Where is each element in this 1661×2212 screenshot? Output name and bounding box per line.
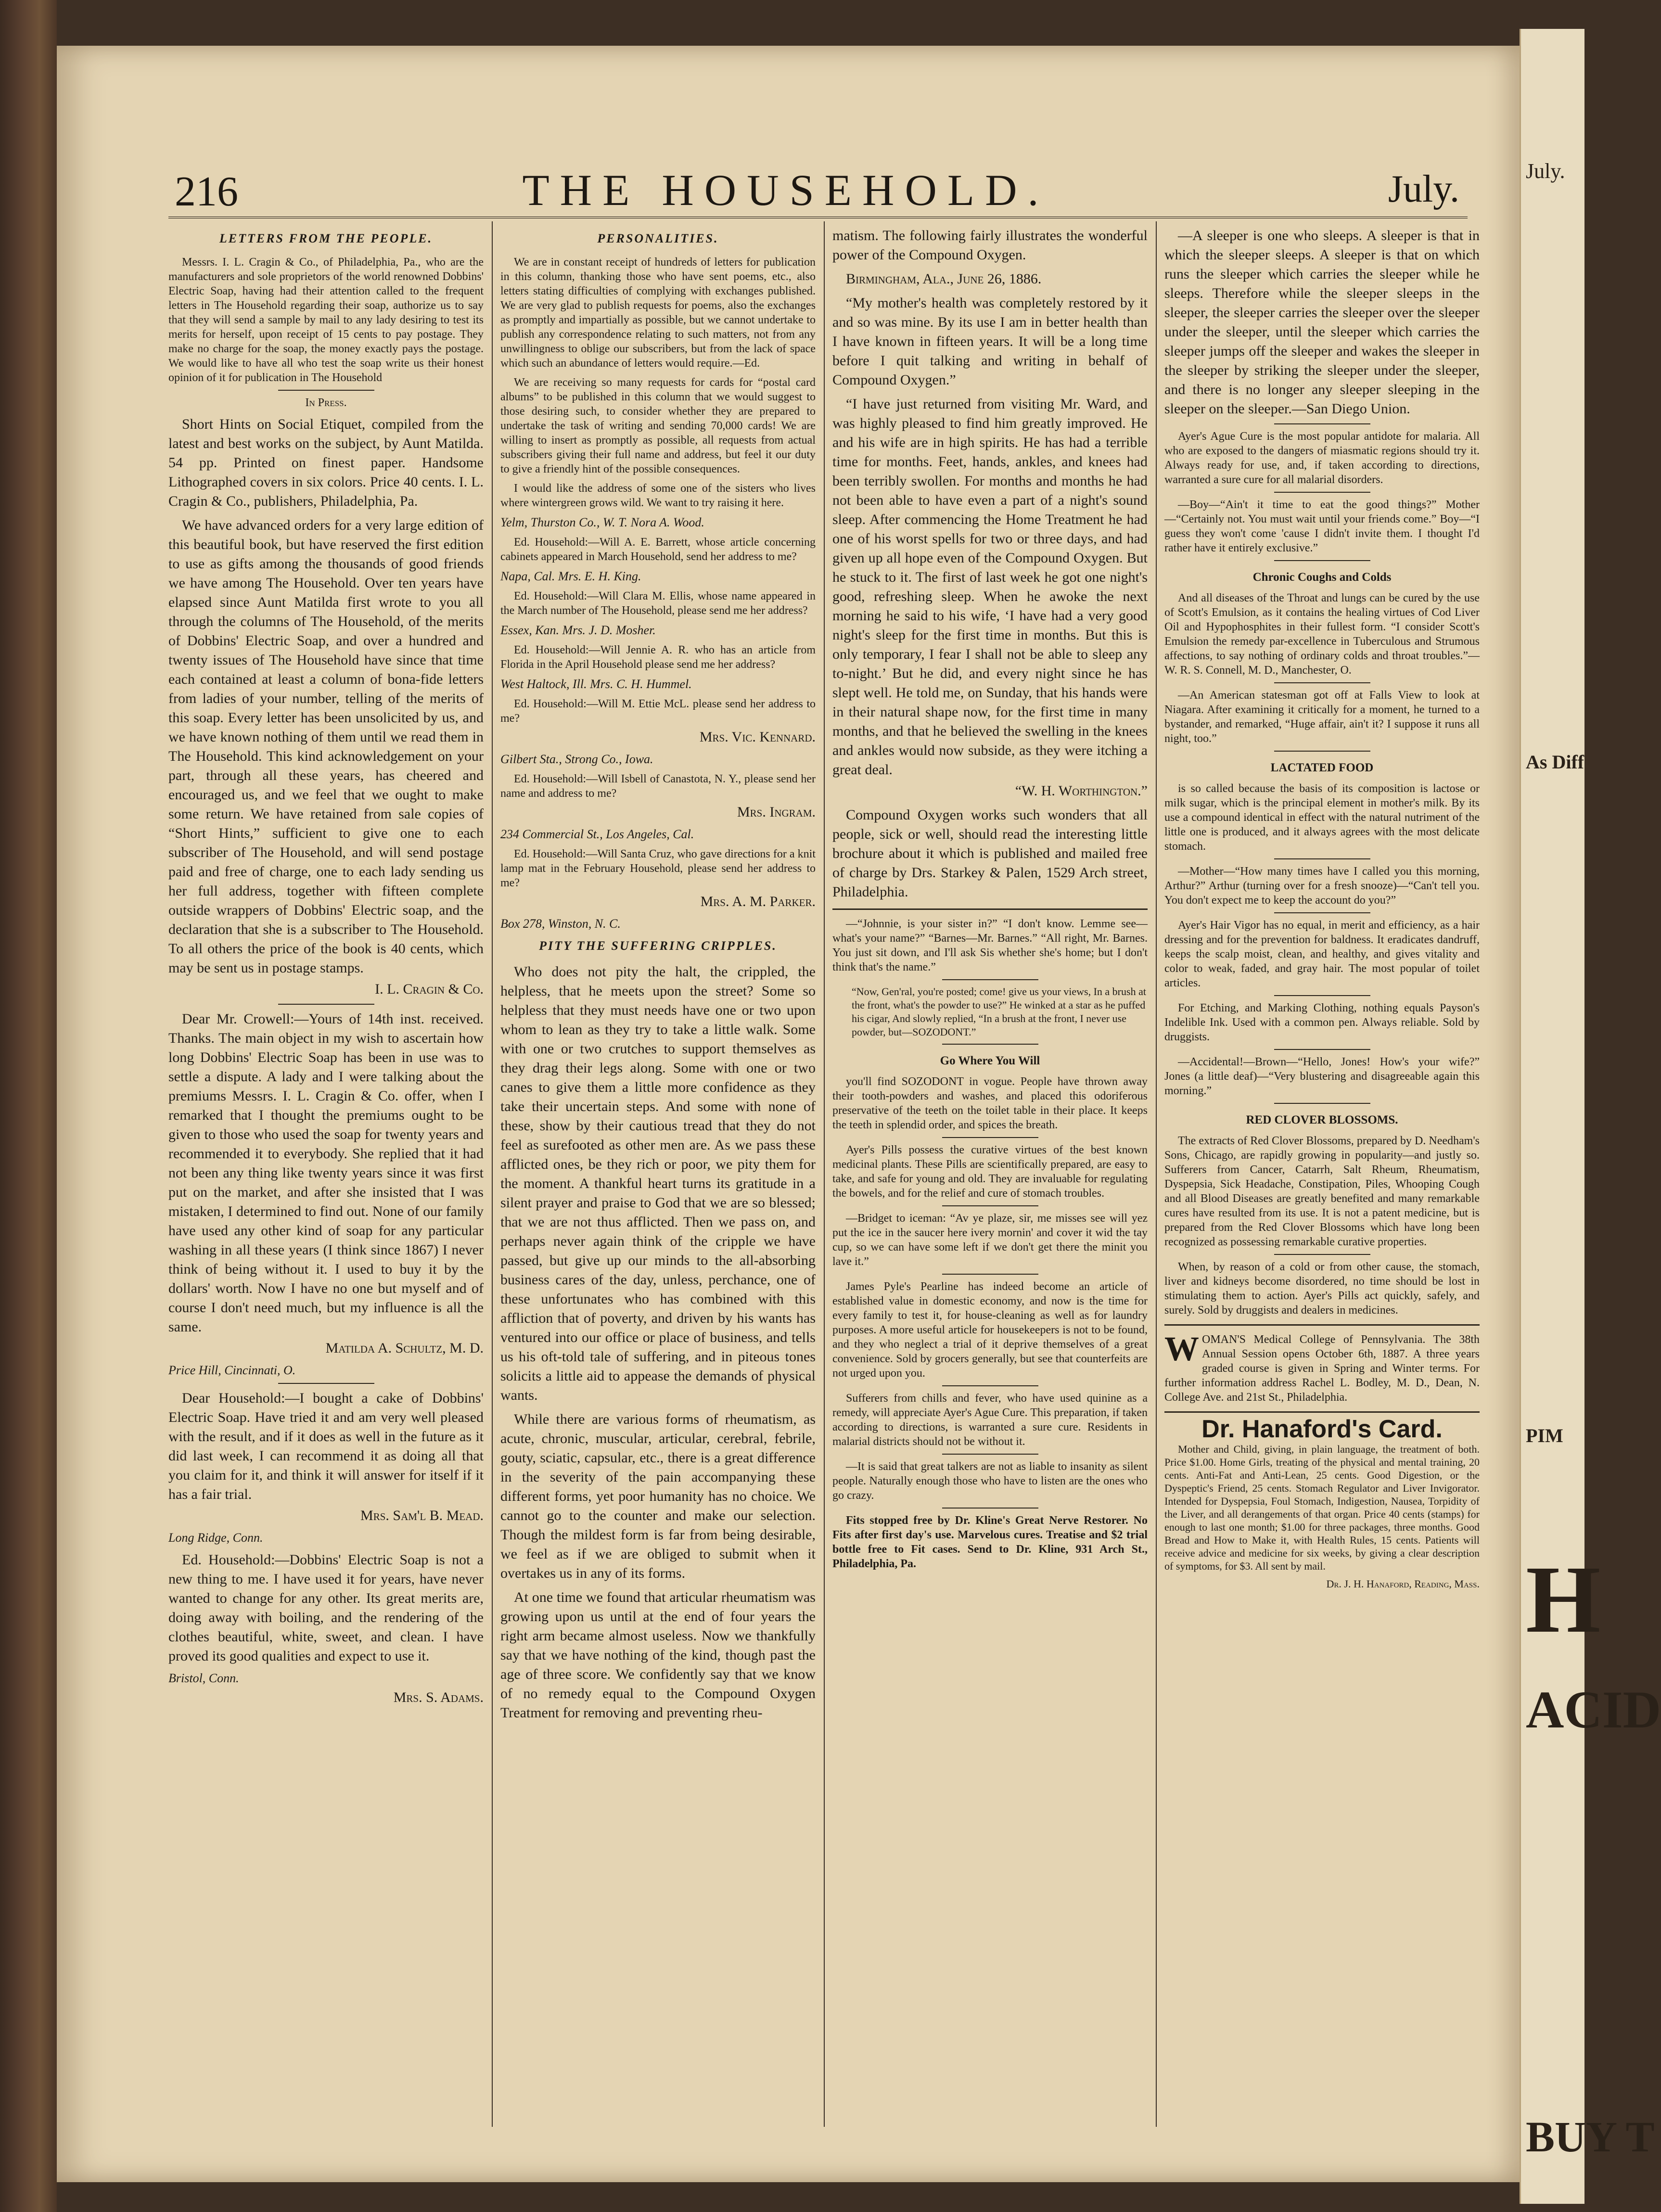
divider — [1274, 912, 1370, 913]
divider — [1274, 560, 1370, 561]
article-paragraph: At one time we found that articular rheumatism was growing upon us until at the end of four years the right arm became almost useless. Now we thankfully say that we have nothing of the kind, though past the age of three score. We confidently say that we know of no remedy equal to the Compound Oxygen Treatment for removing and preventing rheu- — [500, 1589, 816, 1721]
article-paragraph: Who does not pity the halt, the crippled, the helpless, that he meets upon the street? Some so helpless that they must needs have one or two upon whom to lean as they try to take a little walk. Some with one or two crutches to support themselves as they drag their legs along. Some with one or two canes to give them a little more confidence as they take their uncertain steps. And some with none of these, show by their cautious tread that they do not feel as surefooted as other men are. As we pass these afflicted ones, be they rich or poor, we pity them for the moment. A thankful heart turns its gratitude in a silent prayer and praise to God that we are so blessed; that we are not thus afflicted. Then we pass on, and perhaps never again think of the cripple we have passed, but give up our minds to the all-absorbing business cares of the day, unless, perchance, one of these unfortunates who has combined with this affliction that of poverty, and driven by his wants has ventured into our office or place of business, and tells us his oft-told tale of suffering, and in piteous tones solicits a little aid to appease the demands of physical wants. — [500, 964, 816, 1403]
column-1 — [168, 226, 484, 1712]
facing-fragment: PIM — [1526, 1425, 1563, 1446]
joke-paragraph: —A sleeper is one who sleeps. A sleeper is that in which the sleeper sleeps. A sleeper is that on which runs the sleeper which carries the sleeper while he sleeps. Therefore while the sleeper sleeps in the sleeper, the sleeper carries the sleeper over the sleeper under the sleeper, until the sleeper which carries the sleeper jumps off the sleeper and wakes the sleeper in the sleeper by striking the sleeper under the sleeper, and there is no longer any sleeper sleeping in the sleeper on the sleeper.—San Diego Union. — [1164, 228, 1480, 417]
article-paragraph: We are in constant receipt of hundreds of letters for publication in this column, thanking those who have sent poems, etc., also letters stating difficulties of complying with exchanges published. We are very glad to publish requests for poems, also the exchanges as promptly and impartially as possible, but we cannot undertake to publish any correspondence relating to such matters, not from any unwillingness to oblige our subscribers, but from the lack of space which such an abundance of letters would require.—Ed. — [500, 256, 816, 370]
ad-paragraph: And all diseases of the Throat and lungs can be cured by the use of Scott's Emulsion, as it contains the healing virtues of Cod Liver Oil and Hypophosphites in their fullest form. “I consider Scott's Emulsion the remedy par-excellence in Tuberculous and Strumous affections, to say nothing of ordinary colds and throat troubles.”—W. R. S. Connell, M. D., Manchester, O. — [1164, 592, 1480, 677]
signature: Dr. J. H. Hanaford, Reading, Mass. — [1326, 1578, 1480, 1590]
article-paragraph: We are receiving so many requests for cards for “postal card albums” to be published in this column that we would suggest to those desiring such, to consider whether they are prepared to undertake the task of writing and sending 70,000 cards! We are willing to insert as promptly as possible, all requests from actual subscribers giving their full name and address, but feel it our duty to give a friendly hint of the possible consequences. — [500, 376, 816, 475]
facing-fragment: BUY T — [1526, 2113, 1655, 2161]
address: Napa, Cal. Mrs. E. H. King. — [500, 569, 641, 583]
joke-paragraph: —It is said that great talkers are not as liable to insanity as silent people. Naturally enough those who have to listen are the ones who go crazy. — [832, 1460, 1148, 1502]
article-paragraph: Ed. Household:—Will A. E. Barrett, whose article concerning cabinets appeared in March Household, send her address to me? — [500, 536, 816, 563]
section-heading: PITY THE SUFFERING CRIPPLES. — [539, 939, 777, 953]
article-paragraph: While there are various forms of rheumatism, as acute, chronic, muscular, articular, cerebral, febrile, gouty, sciatic, capsular, etc., there is a great difference in the severity of the pain accompanying these different forms, yet poor humanity has no choice. We cannot go to the counter and make our selection. Though the mildest form is far from being desirable, we feel as if we are obliged to submit when it overtakes us in any of its forms. — [500, 1411, 816, 1581]
article-paragraph: I would like the address of some one of the sisters who lives where wintergreen grows wild. We want to try raising it here. — [500, 482, 816, 509]
ad-heading: Chronic Coughs and Colds — [1252, 571, 1392, 584]
article-paragraph: Ed. Household:—Will Clara M. Ellis, whose name appeared in the March number of The Household, please send me her address? — [500, 590, 816, 617]
article-paragraph: Ed. Household:—Will Jennie A. R. who has an article from Florida in the April Household please send me her address? — [500, 644, 816, 671]
article-paragraph: Compound Oxygen works such wonders that all people, sick or well, should read the interesting little brochure about it which is published and mailed free of charge by Drs. Starkey & Palen, 1529 Arch street, Philadelphia. — [832, 807, 1148, 900]
letter-paragraph: Ed. Household:—Dobbins' Electric Soap is not a new thing to me. I have used it for years, have never wanted to change for any other. Its great merits are, doing away with boiling, and the rendering of the clothes beautiful, white, sweet, and clean. I have proved its good qualities and expect to use it. — [168, 1552, 484, 1664]
divider — [1274, 492, 1370, 493]
ad-paragraph: Sufferers from chills and fever, who have used quinine as a remedy, will appreciate Ayer's Ague Cure. This preparation, if taken according to directions, is warranted a sure cure. Residents in malarial districts should not be without it. — [832, 1392, 1148, 1448]
divider — [1274, 682, 1370, 683]
ad-paragraph: you'll find SOZODONT in vogue. People have thrown away their tooth-powders and washes, and placed this odoriferous preservative of the teeth on the toilet table in their place. It keeps the teeth in splendid order, and spices the breath. — [832, 1075, 1148, 1131]
divider — [1274, 423, 1370, 424]
ad-paragraph: When, by reason of a cold or from other cause, the stomach, liver and kidneys become disordered, no time should be lost in stimulating them to action. Ayer's Pills act quickly, safely, and surely. Sold by druggists and dealers in medicines. — [1164, 1261, 1480, 1317]
signature: Mrs. Sam'l B. Mead. — [360, 1508, 484, 1523]
divider — [942, 979, 1038, 980]
ad-paragraph: Mother and Child, giving, in plain language, the treatment of both. Price $1.00. Home Girls, treating of the physical and mental training, 20 cents. Anti-Fat and Anti-Lean, 25 cents. Good Digestion, or the Dyspeptic's Friend, 25 cents. Stomach Regulator and Liver Invigorator. Intended for Dyspepsia, Foul Stomach, Indigestion, Nausea, Torpidity of the Liver, and all derangements of that organ. Price 40 cents (stamps) for enough to last one month; $1.00 for three packages, three months. Good Bread and How to Make it, with Health Rules, 15 cents. Patients will receive advice and medicine for six weeks, by giving a clear description of symptoms, for $3. All sent by mail. — [1164, 1443, 1480, 1572]
subheading: In Press. — [305, 396, 347, 409]
joke-paragraph: —An American statesman got off at Falls View to look at Niagara. After examining it critically for a moment, he turned to a bystander, and remarked, “Huge affair, ain't it? I suppose it runs all night, too.” — [1164, 689, 1480, 745]
facing-fragment: As Diff — [1526, 751, 1584, 773]
ad-paragraph: Ayer's Hair Vigor has no equal, in merit and efficiency, as a hair dressing and for the prevention for baldness. It eradicates dandruff, keeps the scalp moist, clean, and healthy, and gives vitality and color to weak, faded, and gray hair. The most popular of toilet articles. — [1164, 919, 1480, 989]
article-paragraph: Ed. Household:—Will M. Ettie McL. please send her address to me? — [500, 698, 816, 725]
divider — [1274, 1049, 1370, 1050]
signature: Matilda A. Schultz, M. D. — [325, 1340, 484, 1356]
section-heading: LETTERS FROM THE PEOPLE. — [219, 231, 433, 245]
womans-college-ad — [1164, 1332, 1480, 1405]
address: Long Ridge, Conn. — [168, 1531, 263, 1545]
signature: Mrs. A. M. Parker. — [700, 894, 816, 909]
publication-title: THE HOUSEHOLD. — [522, 166, 1049, 215]
ad-paragraph: For Etching, and Marking Clothing, nothing equals Payson's Indelible Ink. Used with a common pen. Always reliable. Sold by druggists. — [1164, 1002, 1480, 1043]
drop-cap: W — [1164, 1330, 1199, 1368]
ad-heading: RED CLOVER BLOSSOMS. — [1246, 1113, 1398, 1126]
letter-paragraph: Dear Household:—I bought a cake of Dobbins' Electric Soap. Have tried it and am very well pleased with the result, and if it does as well in the future as it did last week, I can recommend it as doing all that you claim for it, and think it will answer for itself if it has a fair trial. — [168, 1390, 484, 1502]
signature: Mrs. S. Adams. — [393, 1689, 484, 1705]
masthead — [112, 159, 1459, 217]
address: Yelm, Thurston Co., W. T. Nora A. Wood. — [500, 515, 704, 529]
joke-paragraph: —Accidental!—Brown—“Hello, Jones! How's your wife?” Jones (a little deaf)—“Very blustering and disagreeable again this morning.” — [1164, 1056, 1480, 1097]
signature: Mrs. Vic. Kennard. — [699, 729, 816, 745]
dateline: Birmingham, Ala., June 26, 1886. — [846, 271, 1042, 287]
divider — [1274, 1103, 1370, 1104]
article-paragraph: We have advanced orders for a very large edition of this beautiful book, but have reserved the first edition to use as gifts among the thousands of good friends we have among The Household. Over ten years have elapsed since Aunt Matilda first wrote to you all through the columns of The Household, of the merits of Dobbins' Electric Soap, and over a hundred and twenty issues of The Household have since that time each contained at least a column of bona-fide letters from ladies of your number, telling of the merits of this soap. Every letter has been unsolicited by us, and we have known nothing of them until we read them in The Household. This kind acknowledgement on your part, through all these years, has cheered and encouraged us, and we feel that we ought to make some return. We have retained from sale copies of “Short Hints,” sufficient to give one to each subscriber of The Household, and will send postage paid and free of charge, one to each lady sending us her full address, together with fifteen complete outside wrappers of Dobbins' Electric soap, and the declaration that she is a subscriber to The Household. To all others the price of the book is 40 cents, which may be sent us in postage stamps. — [168, 517, 484, 976]
divider — [278, 1383, 374, 1384]
signature: Mrs. Ingram. — [737, 804, 816, 820]
address: Box 278, Winston, N. C. — [500, 917, 621, 931]
divider — [1274, 751, 1370, 752]
article-paragraph: Short Hints on Social Etiquet, compiled from the latest and best works on the subject, by Aunt Matilda. 54 pp. Printed on finest paper. Handsome Lithographed covers in six colors. Price 40 cents. I. L. Cragin & Co., publishers, Philadelphia, Pa. — [168, 416, 484, 509]
article-paragraph: matism. The following fairly illustrates the wonderful power of the Compound Oxygen. — [832, 228, 1148, 263]
column-rule — [492, 221, 493, 2127]
divider — [1274, 858, 1370, 859]
ad-paragraph: Ayer's Ague Cure is the most popular antidote for malaria. All who are exposed to the dangers of miasmatic regions should try it. Always ready for use, and, if taken according to directions, warranted a sure cure for all malarial disorders. — [1164, 430, 1480, 486]
address: Price Hill, Cincinnati, O. — [168, 1363, 296, 1377]
ad-paragraph: Ayer's Pills possess the curative virtues of the best known medicinal plants. These Pills are scientifically prepared, are easy to take, and safe for young and old. They are invaluable for regulating the bowels, and for the relief and cure of stomach troubles. — [832, 1144, 1148, 1200]
column-2 — [500, 226, 816, 1727]
poem: “Now, Gen'ral, you're posted; come! give us your views, In a brush at the front, what's the powder to use?” He winked at a star as he puffed his cigar, And slowly replied, “In a brush at the front, I never use powder, but—SOZODONT.” — [852, 985, 1146, 1038]
article-paragraph: Ed. Household:—Will Santa Cruz, who gave directions for a knit lamp mat in the February Household, please send her address to me? — [500, 848, 816, 889]
article-paragraph: Messrs. I. L. Cragin & Co., of Philadelphia, Pa., who are the manufacturers and sole proprietors of the world renowned Dobbins' Electric Soap, having had their attention called to the frequent letters in The Household regarding their soap, authorize us to say that they will send a sample by mail to any lady desiring to test its merits for herself, upon receipt of 15 cents to pay postage. They make no charge for the soap, the money exactly pays the postage. We would like to have all who test the soap write us their honest opinion of it for publication in The Household — [168, 256, 484, 384]
address: 234 Commercial St., Los Angeles, Cal. — [500, 827, 694, 841]
column-4 — [1164, 226, 1480, 1598]
divider — [1164, 1411, 1480, 1413]
divider — [278, 390, 374, 391]
joke-paragraph: —“Johnnie, is your sister in?” “I don't know. Lemme see—what's your name?” “Barnes—Mr. Barnes.” “All right, Mr. Barnes. You just sit down, and I'll ask Sis whether she's home; but I don't think that's the name.” — [832, 918, 1148, 973]
article-paragraph: Ed. Household:—Will Isbell of Canastota, N. Y., please send her name and address to me? — [500, 773, 816, 800]
divider — [832, 908, 1148, 910]
divider — [278, 1004, 374, 1005]
facing-month: July. — [1526, 159, 1565, 183]
ad-paragraph: Fits stopped free by Dr. Kline's Great Nerve Restorer. No Fits after first day's use. Marvelous cures. Treatise and $2 trial bottle free to Fit cases. Send to Dr. Kline, 931 Arch St., Philadelphia, Pa. — [832, 1514, 1148, 1570]
article-paragraph: “I have just returned from visiting Mr. Ward, and was highly pleased to find him greatly improved. He and his wife are in high spirits. He has had a terrible time for months. Feet, hands, ankles, and knees had been terribly swollen. For months and months he had not been able to have even a part of a night's sound sleep. After commencing the Home Treatment he had one of his worst spells for two or three days, and had given up all hope even of the Compound Oxygen. But he stuck to it. The first of last week he got one night's good, refreshing sleep. When he awoke the next morning he said to his wife, ‘I have had a very good night's sleep for the first time in months. But this is only temporary, I fear I shall not be able to sleep any to-night.’ But he did, and every night since he has slept well. He told me, on Sunday, that his hands were in their natural shape now, for the first time in many months, and that he believed the swelling in the knees and ankles would now subside, as they were itching a great deal. — [832, 396, 1148, 778]
ad-paragraph: The extracts of Red Clover Blossoms, prepared by D. Needham's Sons, Chicago, are rapidly growing in popularity—and justly so. Sufferers from Cancer, Catarrh, Salt Rheum, Rheumatism, Dyspepsia, Sick Headache, Constipation, Piles, Whooping Cough and all Blood Diseases are greatly benefited and many remarkable cures have resulted from its use. It is not a patent medicine, but is prepared from the Red Clover Blossoms which have long been recognized as possessing remarkable curative properties. — [1164, 1135, 1480, 1248]
ad-paragraph: James Pyle's Pearline has indeed become an article of established value in domestic economy, and now is the time for every family to test it, for house-cleaning as well as for laundry purposes. A more useful article for housekeepers is not to be found, and they who neglect a trial of it deprive themselves of a great convenience. Sold by grocers generally, but see that counterfeits are not urged upon you. — [832, 1280, 1148, 1380]
joke-paragraph: —Mother—“How many times have I called you this morning, Arthur?” Arthur (turning over for a fresh snooze)—“Can't tell you. You don't expect me to keep the account do you?” — [1164, 865, 1480, 907]
masthead-rule — [168, 217, 1468, 218]
ad-heading: Go Where You Will — [940, 1054, 1040, 1067]
joke-paragraph: —Boy—“Ain't it time to eat the good things?” Mother—“Certainly not. You must wait until your friends come.” Boy—“I guess they won't come 'cause I didn't invite them. I thought I'd rather have it entirely exclusive.” — [1164, 499, 1480, 554]
letter-paragraph: Dear Mr. Crowell:—Yours of 14th inst. received. Thanks. The main object in my wish to ascertain how long Dobbins' Electric Soap has been in use was to settle a dispute. A lady and I were talking about the premiums Messrs. I. L. Cragin & Co. offer, when I remarked that I thought the premiums ought to be given to those who used the soap for twenty years and recommended it to everybody. She replied that it had not been any thing like twenty years since it was first put on the market, and after she insisted that I was mistaken, I determined to find out. None of our family have used any other kind of soap for any particular washing in all these years (I think since 1867) I never think of being without it. I used to buy it by the dollars' worth. Now I have no one but myself and of course I don't need much, but my influence is all the same. — [168, 1011, 484, 1335]
address: Essex, Kan. Mrs. J. D. Mosher. — [500, 623, 656, 637]
divider — [942, 1274, 1038, 1275]
divider — [942, 1044, 1038, 1045]
divider — [942, 1205, 1038, 1206]
column-rule — [1156, 221, 1157, 2127]
divider — [1274, 1254, 1370, 1255]
hanaford-card-title: Dr. Hanaford's Card. — [1201, 1415, 1443, 1443]
facing-fragment: ACID — [1526, 1680, 1661, 1739]
divider — [1164, 1324, 1480, 1326]
divider — [942, 1137, 1038, 1138]
address: West Haltock, Ill. Mrs. C. H. Hummel. — [500, 677, 692, 691]
signature: I. L. Cragin & Co. — [375, 981, 484, 997]
ad-paragraph: is so called because the basis of its composition is lactose or milk sugar, which is the principal element in mother's milk. By its use a compound identical in effect with the natural nutriment of the little one is produced, and it always agrees with the most delicate stomach. — [1164, 782, 1480, 853]
joke-paragraph: —Bridget to iceman: “Av ye plaze, sir, me misses see will yez put the ice in the saucer here ivery mornin' and cover it wid the tay cup, so we can have some left if we don't get there the minit you lave it.” — [832, 1212, 1148, 1268]
address: Gilbert Sta., Strong Co., Iowa. — [500, 752, 653, 766]
divider — [942, 1454, 1038, 1455]
divider — [1274, 995, 1370, 996]
womans-college-text: OMAN'S Medical College of Pennsylvania. The 38th Annual Session opens October 6th, 1887. A three years graded course is given in Spring and Winter terms. For further information address Rachel L. Bodley, M. D., Dean, N. College Ave. and 21st St., Philadelphia. — [1164, 1333, 1480, 1404]
divider — [942, 1508, 1038, 1509]
facing-page-edge — [1520, 29, 1661, 2204]
book-spine — [0, 0, 57, 2212]
column-3 — [832, 226, 1148, 1576]
column-rule — [824, 221, 825, 2127]
signature: “W. H. Worthington.” — [1015, 783, 1148, 799]
issue-month: July. — [1388, 168, 1459, 210]
article-paragraph: “My mother's health was completely restored by it and so was mine. By its use I am in better health than I have known in fifteen years. It will be a long time before I quit talking and writing in behalf of Compound Oxygen.” — [832, 295, 1148, 388]
address: Bristol, Conn. — [168, 1671, 239, 1685]
page-number: 216 — [175, 168, 238, 215]
ad-heading: LACTATED FOOD — [1270, 761, 1374, 774]
section-heading: PERSONALITIES. — [597, 231, 719, 245]
facing-fragment: H — [1526, 1547, 1601, 1653]
divider — [942, 1385, 1038, 1386]
